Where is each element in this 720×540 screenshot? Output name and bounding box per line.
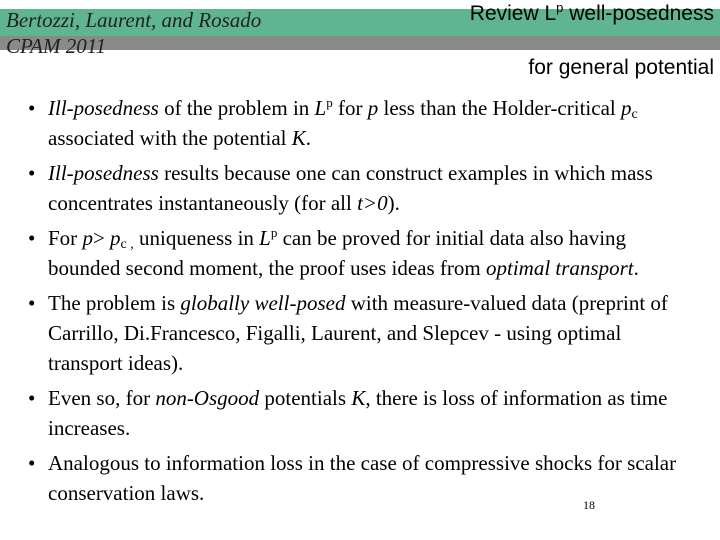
math-sub-c: c ,	[120, 237, 134, 252]
author-names: Bertozzi, Laurent, and Rosado	[6, 8, 262, 32]
emphasis-optimal-transport: optimal transport	[486, 256, 634, 280]
emphasis-ill-posedness: Ill-posedness	[48, 96, 159, 120]
math-L: L	[259, 226, 271, 250]
text: associated with the potential	[48, 126, 292, 150]
text: results because one can construct examples in which mass concentrates instantaneously (for all	[48, 161, 653, 215]
bullet-item-global-well-posed	[26, 288, 694, 378]
text: Analogous to information loss in the case of compressive shocks for scalar conservation laws.	[48, 451, 677, 505]
slide-title-line2: for general potential	[528, 56, 714, 79]
math-t-positive: t>0	[357, 191, 388, 215]
emphasis-globally-well-posed: globally well-posed	[180, 291, 346, 315]
math-sup-p: p	[270, 225, 278, 240]
math-p: p	[367, 96, 379, 120]
bullet-list	[26, 93, 694, 513]
text: ).	[387, 191, 400, 215]
math-sub-c: c	[631, 107, 638, 122]
text: For	[48, 226, 83, 250]
math-p: p	[110, 226, 121, 250]
math-L: L	[314, 96, 327, 120]
text: for	[332, 96, 368, 120]
author-citation	[6, 7, 261, 59]
bullet-item-uniqueness	[26, 223, 694, 283]
math-K: K	[351, 386, 366, 410]
bullet-item-ill-posedness	[26, 93, 694, 153]
math-p: p	[620, 96, 632, 120]
text: .	[305, 126, 312, 150]
journal-year: CPAM 2011	[6, 34, 107, 58]
text: >	[92, 226, 111, 250]
math-sup-p: p	[326, 95, 333, 110]
text: potentials	[259, 386, 352, 410]
title-sup: p	[556, 0, 564, 15]
page-number: 18	[583, 498, 595, 512]
title-prefix: Review L	[469, 2, 557, 25]
text: .	[633, 256, 639, 280]
text: uniqueness in	[133, 226, 260, 250]
text: of the problem in	[158, 96, 315, 120]
text: with measure-valued data (preprint of Carrillo, Di.Francesco, Figalli, Laurent, and Slepcev - using optimal transport ideas).	[48, 291, 668, 375]
text: less than the Holder-critical	[378, 96, 621, 120]
text: The problem is	[48, 291, 181, 315]
bullet-item-non-osgood	[26, 383, 694, 443]
bullet-item-mass-concentration	[26, 158, 694, 218]
emphasis-non-osgood: non-Osgood	[155, 386, 260, 410]
text: can be proved for initial data also having bounded second moment, the proof uses ideas from	[48, 226, 627, 280]
math-p: p	[82, 226, 93, 250]
text: , there is loss of information as time increases.	[48, 386, 668, 440]
math-K: K	[291, 126, 306, 150]
title-suffix: well-posedness	[563, 2, 714, 25]
slide-title-line1	[470, 2, 714, 26]
text: Even so, for	[48, 386, 156, 410]
emphasis-ill-posedness: Ill-posedness	[48, 161, 159, 185]
